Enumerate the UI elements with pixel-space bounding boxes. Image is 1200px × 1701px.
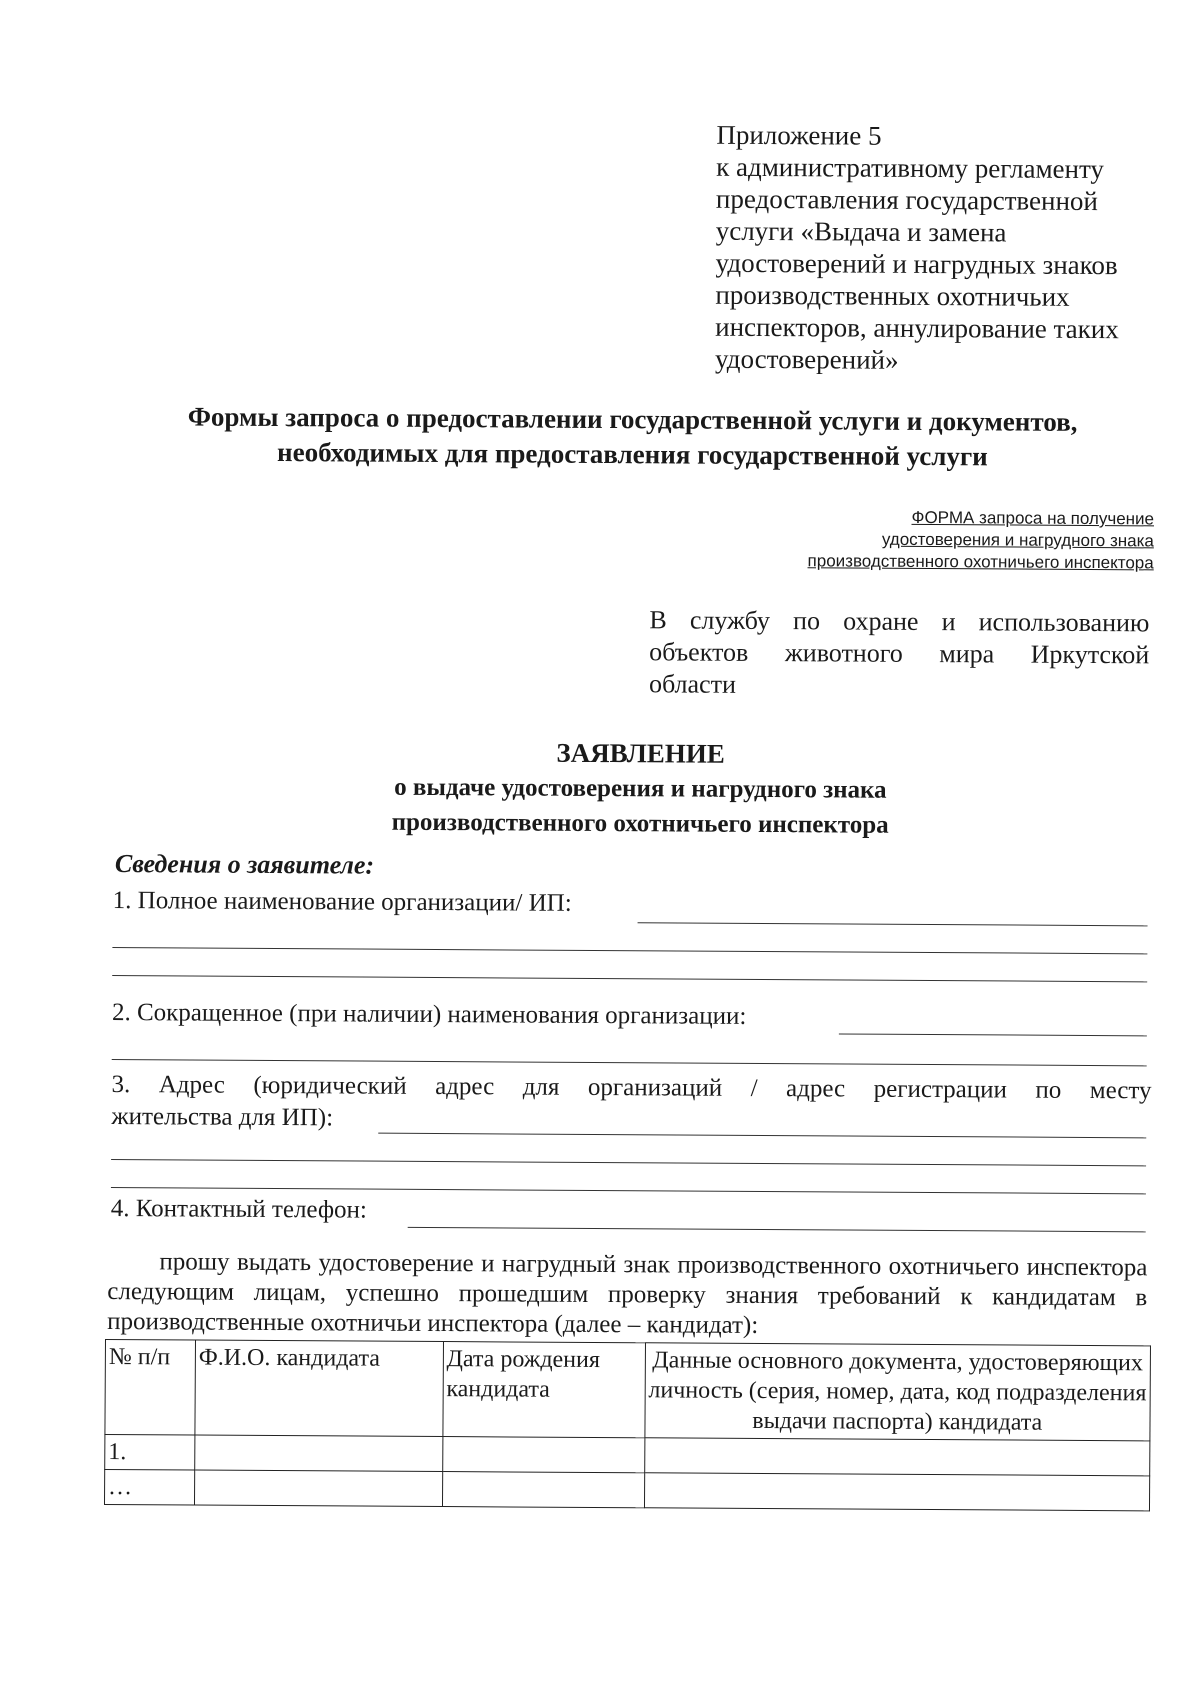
form-caption-line: производственного охотничьего инспектора xyxy=(807,551,1154,573)
short-name-input-line[interactable] xyxy=(839,1033,1147,1036)
phone-label: 4. Контактный телефон: xyxy=(110,1195,367,1224)
statement-subtitle: производственного охотничьего инспектора xyxy=(391,808,889,839)
cell-birth-date[interactable] xyxy=(442,1437,644,1473)
candidates-table xyxy=(104,1339,1151,1511)
address-label-line: 3. Адрес (юридический адрес для организаций / адрес регистрации по месту xyxy=(111,1071,1152,1105)
form-caption-line: ФОРМА запроса на получение xyxy=(911,507,1155,529)
address-input-line-2[interactable] xyxy=(111,1159,1146,1166)
short-name-input-line-2[interactable] xyxy=(112,1059,1147,1066)
form-caption xyxy=(807,506,1154,574)
appendix-line: предоставления государственной xyxy=(715,183,1099,217)
cell-number: … xyxy=(104,1469,194,1505)
header-birth-date: Дата рождения кандидата xyxy=(443,1342,645,1438)
address-label-line: жительства для ИП): xyxy=(111,1103,334,1132)
statement-subtitle: о выдаче удостоверения и нагрудного знака xyxy=(394,773,887,804)
cell-birth-date[interactable] xyxy=(442,1472,644,1508)
statement-title: ЗАЯВЛЕНИЕ xyxy=(556,737,725,769)
cell-number: 1. xyxy=(105,1434,195,1470)
full-name-input-line[interactable] xyxy=(638,922,1148,926)
request-paragraph xyxy=(107,1247,1148,1343)
form-caption-line: удостоверения и нагрудного знака xyxy=(881,529,1154,551)
appendix-line: удостоверений и нагрудных знаков xyxy=(715,247,1118,281)
appendix-line: удостоверений» xyxy=(714,343,899,375)
header-id-document: Данные основного документа, удостоверяющих личность (серия, номер, дата, код подразделения выдачи паспорта) кандидата xyxy=(644,1343,1150,1441)
header-number: № п/п xyxy=(105,1339,195,1435)
address-label xyxy=(111,1069,1151,1139)
appendix-line: к административному регламенту xyxy=(716,151,1105,185)
applicant-section-label: Сведения о заявителе: xyxy=(114,849,375,880)
statement-title-block xyxy=(260,733,1021,844)
appendix-line: инспекторов, аннулирование таких xyxy=(715,311,1119,345)
forms-title xyxy=(142,399,1122,475)
full-name-input-line-2[interactable] xyxy=(112,947,1147,954)
table-row xyxy=(104,1469,1149,1510)
appendix-note xyxy=(715,119,1177,378)
cell-id-document[interactable] xyxy=(644,1473,1150,1511)
request-text: прошу выдать удостоверение и нагрудный знак производственного охотничьего инспектора следующим лицам, успешно прошедшим проверку знания требований к кандидатам в производственные охотничьи инспектора (далее – кандидат): xyxy=(107,1248,1148,1339)
full-name-input-line-3[interactable] xyxy=(112,975,1147,982)
appendix-line: услуги «Выдача и замена xyxy=(715,215,1007,248)
cell-full-name[interactable] xyxy=(195,1435,443,1472)
appendix-line: производственных охотничьих xyxy=(715,279,1070,312)
phone-input-line[interactable] xyxy=(408,1227,1146,1233)
appendix-line: Приложение 5 xyxy=(716,119,882,151)
cell-full-name[interactable] xyxy=(194,1470,442,1507)
short-name-label: 2. Сокращенное (при наличии) наименования организации: xyxy=(111,999,747,1030)
table-header-row xyxy=(105,1339,1151,1440)
forms-title-line: необходимых для предоставления государственной услуги xyxy=(277,437,988,472)
cell-id-document[interactable] xyxy=(644,1438,1150,1476)
forms-title-line: Формы запроса о предоставлении государственной услуги и документов, xyxy=(187,401,1078,437)
recipient-block: В службу по охране и использованию объектов животного мира Иркутской области xyxy=(648,605,1150,699)
full-name-label: 1. Полное наименование организации/ ИП: xyxy=(112,887,572,917)
header-full-name: Ф.И.О. кандидата xyxy=(195,1340,443,1437)
